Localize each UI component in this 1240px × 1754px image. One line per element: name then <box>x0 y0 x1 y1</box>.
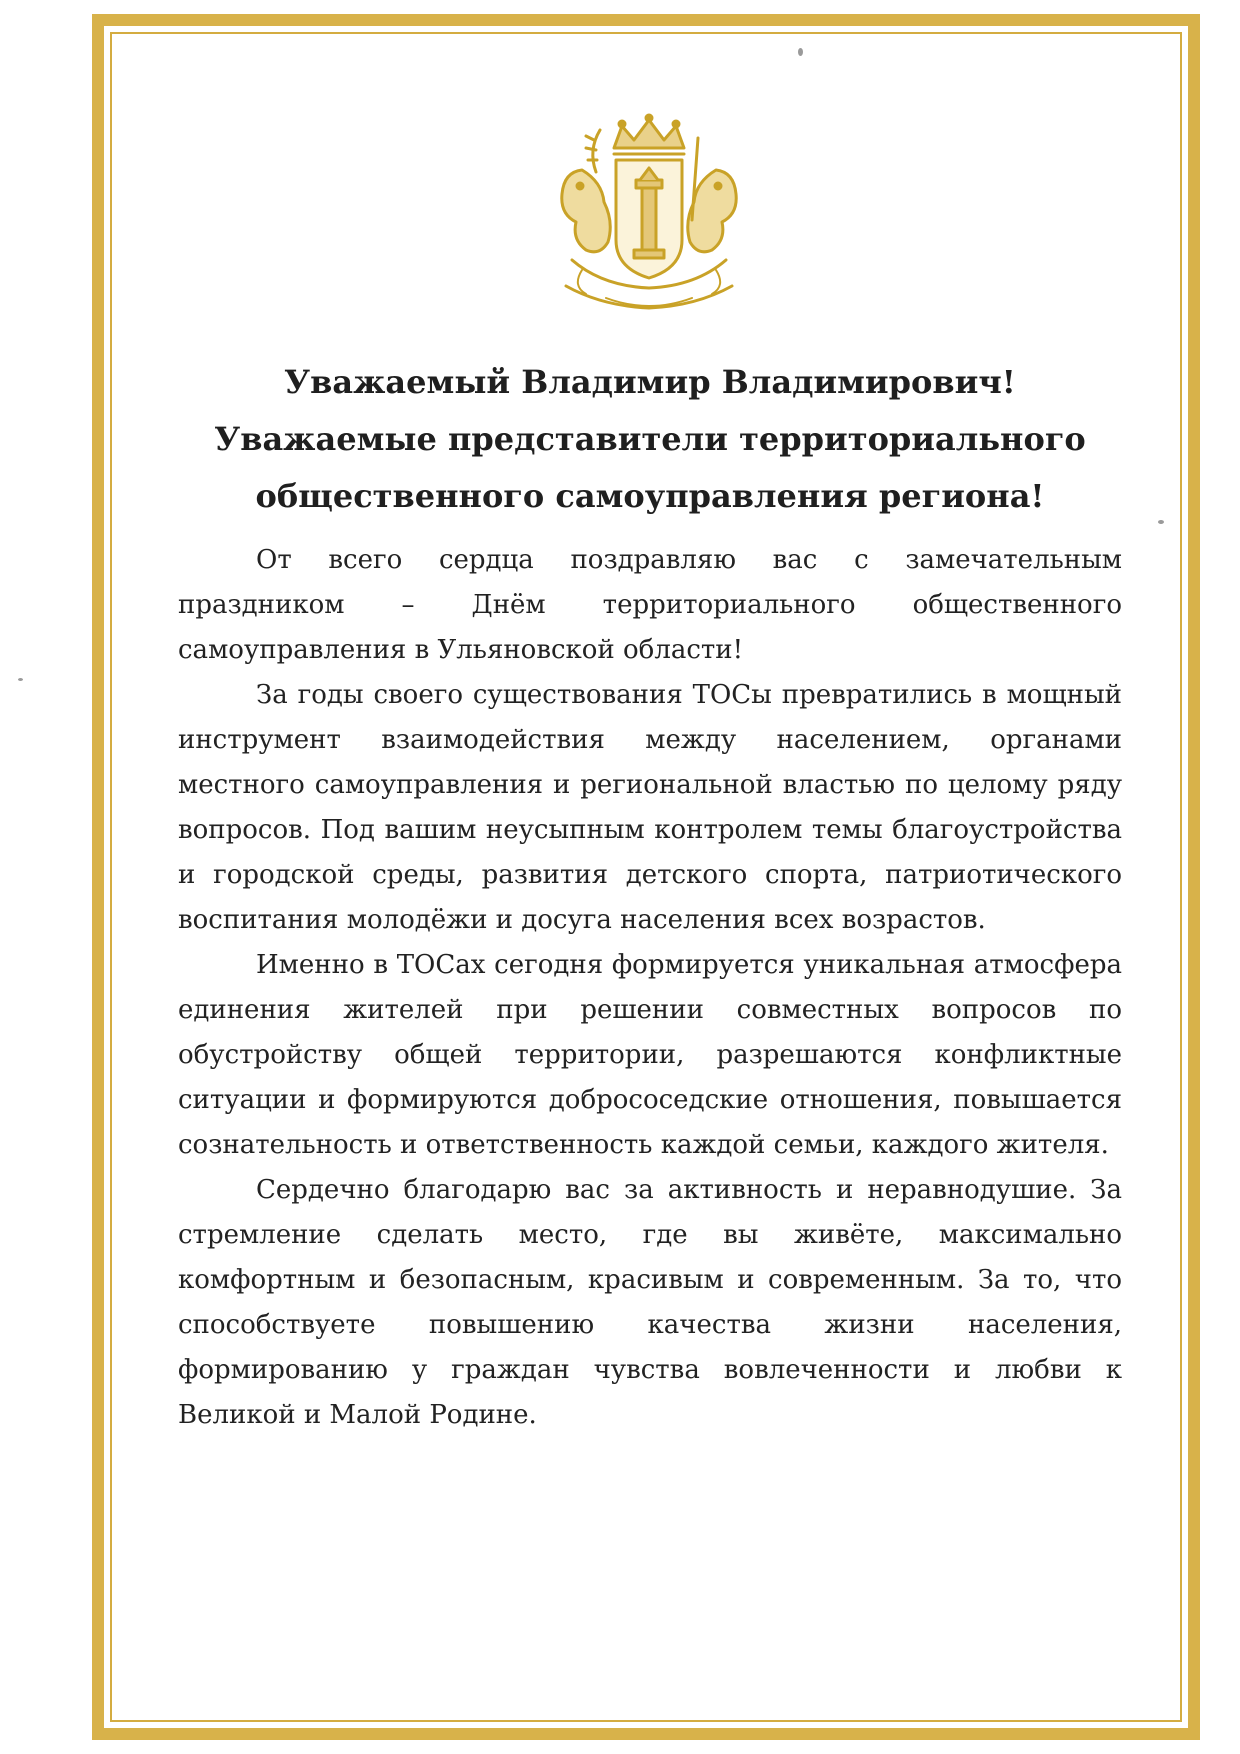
salutation-line: Уважаемый Владимир Владимирович! <box>284 363 1016 401</box>
scan-speck <box>798 48 803 56</box>
salutation-line: Уважаемые представители территориального <box>214 420 1086 458</box>
salutation-heading <box>170 354 1130 525</box>
scan-speck <box>18 678 23 681</box>
salutation-line: общественного самоуправления региона! <box>255 477 1045 515</box>
paragraph: От всего сердца поздравляю вас с замечательным праздником – Днём территориального общественного самоуправления в Ульяновской области! <box>178 545 1122 665</box>
letter-body <box>178 538 1122 1438</box>
paragraph: За годы своего существования ТОСы превратились в мощный инструмент взаимодействия между населением, органами местного самоуправления и региональной властью по целому ряду вопросов. Под вашим неусыпным контролем темы благоустройства и городской среды, развития детского спорта, патриотического воспитания молодёжи и досуга населения всех возрастов. <box>178 680 1122 935</box>
paragraph: Именно в ТОСах сегодня формируется уникальная атмосфера единения жителей при решении совместных вопросов по обустройству общей территории, разрешаются конфликтные ситуации и формируются добрососедские отношения, повышается сознательность и ответственность каждой семьи, каждого жителя. <box>178 950 1122 1160</box>
coat-of-arms-emblem <box>542 110 756 318</box>
paragraph: Сердечно благодарю вас за активность и неравнодушие. За стремление сделать место, где вы живёте, максимально комфортным и безопасным, красивым и современным. За то, что способствуете повышению качества жизни населения, формированию у граждан чувства вовлеченности и любви к Великой и Малой Родине. <box>178 1175 1122 1430</box>
scan-speck <box>1158 520 1164 524</box>
